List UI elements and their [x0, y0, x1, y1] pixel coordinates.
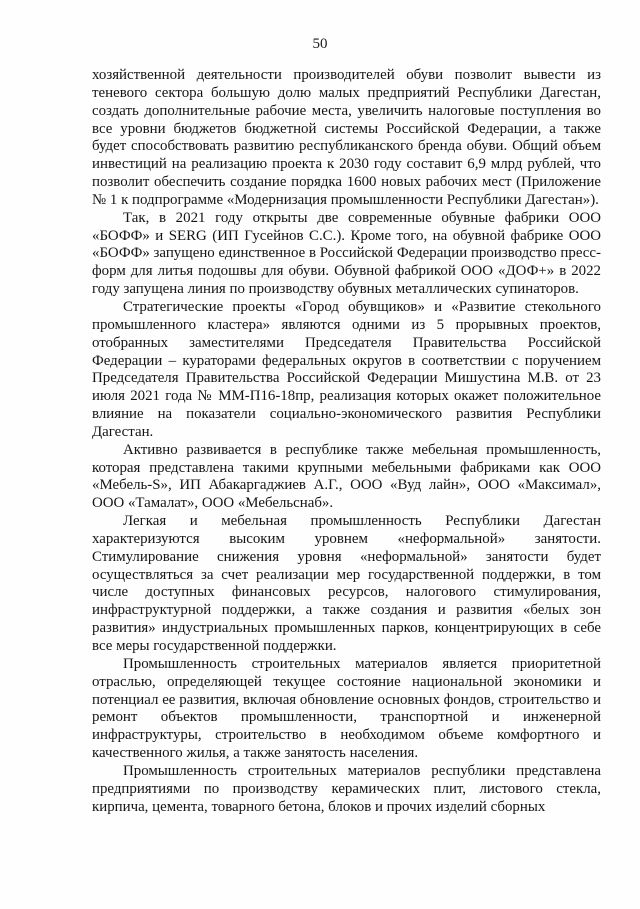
page-number: 50: [312, 36, 328, 52]
paragraph-building-materials-enterprises: Промышленность строительных материалов республики представлена предприятиями по производству керамических плит, листового стекла, кирпича, цемента, товарного бетона, блоков и прочих изделий сборных: [92, 762, 601, 815]
paragraph-furniture-industry: Активно развивается в республике также мебельная промышленность, которая представлена такими крупными мебельными фабриками как ООО «Мебель-S», ИП Абакаргаджиев А.Г., ООО «Вуд лайн», ООО «Максимал», ООО «Тамалат», ООО «Мебельснаб».: [92, 441, 601, 512]
paragraph-shoe-factories: Так, в 2021 году открыты две современные обувные фабрики ООО «БОФФ» и SERG (ИП Гусейнов С.С.). Кроме того, на обувной фабрике ООО «БОФФ» запущено единственное в Российской Федерации производство пресс-форм для литья подошвы для обуви. Обувной фабрикой ООО «ДОФ+» в 2022 году запущена линия по производству обувных металлических супинаторов.: [92, 209, 601, 298]
paragraph-shoe-industry-continued: хозяйственной деятельности производителей обуви позволит вывести из теневого сектора большую долю малых предприятий Республики Дагестан, создать дополнительные рабочие места, увеличить налоговые поступления во все уровни бюджетов бюджетной системы Российской Федерации, а также будет способствовать развитию республиканского бренда обуви. Общий объем инвестиций на реализацию проекта к 2030 году составит 6,9 млрд рублей, что позволит обеспечить создание порядка 1600 новых рабочих мест (Приложение № 1 к подпрограмме «Модернизация промышленности Республики Дагестан»).: [92, 67, 601, 208]
paragraph-strategic-projects: Стратегические проекты «Город обувщиков» и «Развитие стекольного промышленного кластера» являются одними из 5 прорывных проектов, отобранных заместителями Председателя Правительства Российской Федерации – кураторами федеральных округов в соответствии с поручением Председателя Правительства Российской Федерации Мишустина М.В. от 23 июля 2021 года № ММ-П16-18пр, реализация которых окажет положительное влияние на показатели социально-экономического развития Республики Дагестан.: [92, 298, 601, 440]
document-body: [92, 67, 601, 816]
paragraph-informal-employment: Легкая и мебельная промышленность Республики Дагестан характеризуются высоким уровнем «неформальной» занятости. Стимулирование снижения уровня «неформальной» занятости будет осуществляться за счет реализации мер государственной поддержки, в том числе доступных финансовых ресурсов, налогового стимулирования, инфраструктурной поддержки, а также создания и развития «белых зон развития» индустриальных промышленных парков, концентрирующих в себе все меры государственной поддержки.: [92, 513, 601, 654]
paragraph-building-materials-priority: Промышленность строительных материалов является приоритетной отраслью, определяющей текущее состояние национальной экономики и потенциал ее развития, включая обновление основных фондов, строительство и ремонт объектов промышленности, транспортной и инженерной инфраструктуры, строительство в необходимом объеме комфортного и качественного жилья, а также занятость населения.: [92, 655, 601, 762]
